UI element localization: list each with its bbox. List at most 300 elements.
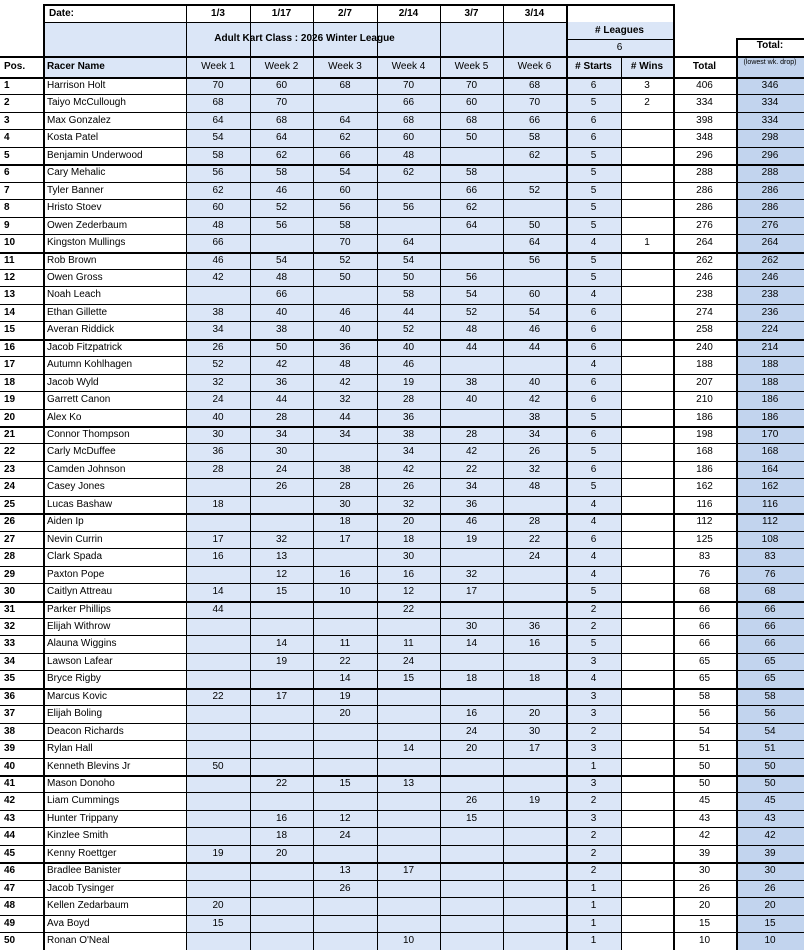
week-header: Week 1 [201,61,235,72]
racer-name: Caitlyn Attreau [47,586,113,598]
racer-total: 162 [696,481,713,493]
racer-name: Carly McDuffee [47,446,116,458]
racer-wins [621,496,673,513]
racer-name: Owen Zederbaum [47,219,128,231]
racer-drop-total: 346 [761,80,779,91]
racer-total: 43 [698,812,711,824]
week-points: 56 [465,271,478,283]
racer-starts: 4 [590,673,597,685]
racer-wins [621,758,673,775]
racer-drop-total: 186 [761,411,779,423]
racer-name: Aiden Ip [47,516,84,528]
week-points [440,845,503,862]
racer-drop-total: 236 [761,306,779,318]
racer-wins [621,321,673,338]
racer-name: Nevin Currin [47,533,103,545]
racer-wins [621,810,673,827]
week-points [313,443,377,460]
week-points [186,723,250,740]
racer-drop-total: 20 [764,900,776,912]
racer-starts: 5 [590,202,597,214]
week-points: 30 [339,498,351,510]
week-points [250,705,313,722]
week-points: 34 [528,429,541,440]
week-points: 52 [212,359,224,371]
week-points: 24 [275,463,288,475]
racer-total: 42 [698,830,711,842]
week-points: 36 [275,376,288,388]
racer-total: 15 [698,917,711,929]
week-points [250,723,313,740]
week-points [440,234,503,251]
racer-total: 51 [698,743,711,755]
week-points: 14 [212,586,224,598]
week-points: 70 [339,237,351,249]
week-points: 62 [212,184,224,196]
racer-position: 12 [4,271,16,283]
week-points: 68 [402,114,415,126]
racer-name: Garrett Canon [47,394,111,406]
racer-wins [621,792,673,809]
racer-drop-total: 58 [764,690,776,702]
week-points [186,653,250,670]
racer-starts: 4 [590,516,597,528]
racer-name: Jacob Wyld [47,376,99,388]
week-points: 22 [212,690,224,702]
week-points: 48 [465,324,478,336]
week-points: 24 [528,551,541,563]
week-points: 50 [528,219,541,231]
racer-starts: 5 [590,481,597,493]
week-points [503,758,566,775]
week-points: 42 [212,271,224,283]
racer-starts: 4 [590,359,597,371]
starts-header: # Starts [575,61,612,72]
racer-starts: 4 [590,289,597,301]
week-points [440,548,503,565]
date-header: 1/3 [211,8,225,19]
racer-total: 186 [696,411,713,423]
racer-position: 47 [4,882,16,894]
week-points [250,862,313,879]
week-points [503,356,566,373]
racer-position: 11 [4,254,15,266]
racer-position: 30 [4,586,16,598]
racer-position: 33 [4,638,16,650]
week-points [503,880,566,897]
week-points: 28 [212,463,224,475]
week-points: 56 [275,219,288,231]
racer-wins [621,688,673,705]
racer-position: 40 [4,760,16,772]
wins-header: # Wins [630,61,664,72]
week-points: 17 [465,586,478,598]
week-points [250,792,313,809]
week-points: 44 [275,394,288,406]
racer-position: 5 [4,149,10,161]
racer-wins [621,147,673,164]
week-points: 44 [465,341,478,353]
racer-position: 25 [4,498,16,510]
week-points: 18 [212,498,224,510]
racer-wins [621,932,673,949]
week-points: 54 [339,167,351,179]
week-points: 36 [339,341,351,353]
week-points: 48 [402,149,415,161]
week-points: 46 [275,184,288,196]
week-points: 26 [339,882,351,894]
week-points [440,932,503,949]
week-points [186,670,250,687]
racer-starts: 6 [590,114,597,126]
week-points: 42 [528,394,541,406]
racer-drop-total: 334 [761,114,779,126]
racer-starts: 5 [590,638,597,650]
week-points [377,897,440,914]
racer-drop-total: 170 [761,429,779,440]
racer-starts: 2 [590,795,597,807]
week-points: 15 [212,917,224,929]
racer-drop-total: 43 [764,812,776,824]
week-points: 68 [465,114,478,126]
racer-total: 56 [698,708,711,720]
week-points: 30 [212,429,224,440]
week-points: 44 [402,306,415,318]
racer-wins [621,252,673,269]
week-points [377,915,440,932]
racer-drop-total: 10 [764,935,776,947]
week-points [250,915,313,932]
week-points: 70 [275,97,288,109]
week-points: 34 [465,481,478,493]
racer-starts: 3 [590,708,597,720]
week-points: 11 [403,638,414,650]
week-points: 34 [402,446,415,458]
week-points [313,758,377,775]
week-points: 50 [212,760,224,772]
date-header: 3/14 [524,8,545,19]
racer-total: 238 [696,289,713,301]
week-points: 15 [275,586,288,598]
week-points: 56 [339,202,351,214]
week-points [503,932,566,949]
racer-drop-total: 76 [764,568,776,580]
racer-total: 264 [696,237,713,249]
racer-total: 348 [696,132,713,144]
racer-total: 112 [696,516,713,528]
date-header: 3/7 [464,8,479,19]
racer-total: 296 [696,149,713,161]
week-points [377,688,440,705]
week-points [503,601,566,618]
racer-drop-total: 298 [761,132,779,144]
week-points: 16 [528,638,541,650]
racer-wins [621,635,673,652]
racer-name: Kenneth Blevins Jr [47,760,131,772]
week-points: 32 [212,376,224,388]
week-points [313,792,377,809]
racer-name: Autumn Kohlhagen [47,359,133,371]
week-points: 70 [528,97,541,109]
week-points: 66 [402,97,415,109]
week-points: 30 [275,446,288,458]
racer-position: 48 [4,900,16,912]
racer-starts: 5 [590,271,597,283]
racer-wins [621,897,673,914]
week-points: 34 [212,324,224,336]
racer-total: 26 [698,882,711,894]
week-points: 19 [402,376,415,388]
week-points: 10 [339,586,351,598]
week-points: 16 [339,568,351,580]
week-header: Week 5 [454,61,489,72]
racer-wins [621,269,673,286]
week-points: 18 [465,673,478,685]
racer-total: 66 [698,603,711,615]
racer-name: Tyler Banner [47,184,104,196]
week-points: 20 [275,847,288,859]
week-points: 68 [212,97,224,109]
racer-starts: 6 [590,324,597,336]
week-points: 28 [275,411,288,423]
week-points: 60 [275,80,288,91]
week-points [377,182,440,199]
week-points: 64 [465,219,478,231]
week-points: 16 [465,708,478,720]
racer-position: 38 [4,725,16,737]
racer-position: 17 [4,359,16,371]
week-points: 22 [402,603,415,615]
racer-starts: 3 [590,812,597,824]
week-points: 13 [339,865,351,877]
racer-name: Kenny Roettger [47,847,117,859]
racer-total: 286 [696,184,713,196]
week-points: 36 [465,498,478,510]
racer-position: 13 [4,289,16,301]
week-points [250,618,313,635]
racer-total: 116 [696,498,713,510]
week-points: 54 [402,254,415,266]
racer-total: 274 [696,306,713,318]
week-header: Week 2 [264,61,299,72]
week-points: 36 [212,446,224,458]
week-points: 44 [339,411,351,423]
week-points: 40 [339,324,351,336]
racer-name: Max Gonzalez [47,114,111,126]
week-points: 58 [275,167,288,179]
week-points [503,199,566,216]
racer-name: Clark Spada [47,551,103,563]
week-points: 60 [465,97,478,109]
week-points [186,705,250,722]
week-points: 40 [528,376,541,388]
racer-starts: 1 [590,917,597,929]
week-points: 19 [212,847,224,859]
week-points: 54 [275,254,288,266]
week-points [440,601,503,618]
racer-total: 186 [696,463,713,475]
week-points [503,810,566,827]
week-points: 62 [275,149,288,161]
racer-total: 65 [698,673,711,685]
racer-starts: 1 [590,882,597,894]
racer-wins [621,705,673,722]
week-points: 64 [212,114,224,126]
week-points [186,635,250,652]
week-points [503,566,566,583]
week-points: 52 [465,306,478,318]
racer-starts: 6 [590,533,597,545]
week-points: 62 [339,132,351,144]
week-points: 38 [402,429,415,440]
racer-wins: 1 [644,237,650,249]
racer-total: 198 [696,429,713,440]
week-points: 34 [339,429,351,440]
week-points: 13 [275,551,288,563]
week-points: 56 [212,167,224,179]
week-points: 64 [339,114,351,126]
week-points [440,897,503,914]
week-points [503,915,566,932]
racer-starts: 2 [590,865,597,877]
racer-total: 76 [698,568,711,580]
racer-starts: 5 [590,167,597,179]
week-points [250,670,313,687]
week-points [503,688,566,705]
week-points: 42 [339,376,351,388]
racer-drop-total: 276 [761,219,779,231]
week-points: 24 [339,830,351,842]
week-points [440,409,503,426]
week-points: 48 [339,359,351,371]
racer-drop-total: 214 [761,341,779,353]
racer-drop-total: 186 [761,394,779,406]
week-points [377,217,440,234]
racer-total: 50 [698,778,711,789]
racer-drop-total: 68 [764,586,776,598]
racer-position: 34 [4,655,16,667]
week-points [313,897,377,914]
week-points [440,356,503,373]
racer-starts: 6 [590,341,597,353]
week-points: 50 [402,271,415,283]
week-points: 24 [212,394,224,406]
racer-position: 43 [4,812,16,824]
racer-drop-total: 65 [764,673,776,685]
week-points [377,810,440,827]
leagues-count: 6 [616,42,623,53]
racer-wins [621,409,673,426]
racer-drop-total: 26 [764,882,776,894]
week-points: 14 [402,743,415,755]
week-points: 24 [402,655,415,667]
week-points [313,740,377,757]
week-points: 14 [465,638,478,650]
week-points [313,915,377,932]
racer-starts: 2 [590,603,597,615]
racer-name: Cary Mehalic [47,167,106,179]
week-points: 38 [212,306,224,318]
week-points: 66 [528,114,541,126]
week-points: 20 [402,516,415,528]
week-points: 19 [465,533,478,545]
racer-drop-total: 264 [761,237,779,249]
racer-total: 262 [696,254,713,266]
racer-position: 8 [4,202,10,214]
week-points: 64 [528,237,541,249]
racer-name: Ava Boyd [47,917,90,929]
racer-total: 30 [698,865,711,877]
week-points [186,286,250,303]
racer-starts: 5 [590,446,597,458]
league-title: Adult Kart Class : 2026 Winter League [214,33,395,44]
racer-starts: 3 [590,743,597,755]
racer-position: 27 [4,533,16,545]
racer-total: 188 [696,359,713,371]
week-points: 58 [339,219,351,231]
racer-name: Hristo Stoev [47,202,102,214]
week-points: 66 [465,184,478,196]
week-points [313,618,377,635]
racer-wins [621,478,673,495]
week-points [440,915,503,932]
racer-position: 26 [4,516,16,528]
racer-position: 37 [4,708,16,720]
racer-position: 4 [4,132,10,144]
week-points [250,932,313,949]
racer-drop-total: 162 [761,481,779,493]
racer-name: Camden Johnson [47,463,126,475]
racer-drop-total: 50 [764,778,776,789]
racer-starts: 6 [590,394,597,406]
racer-total: 288 [696,167,713,179]
racer-drop-total: 39 [764,847,776,859]
week-points: 20 [465,743,478,755]
week-points [377,827,440,844]
racer-total: 45 [698,795,711,807]
racer-starts: 5 [590,254,597,266]
week-points: 19 [528,795,541,807]
racer-total: 10 [698,935,711,947]
week-points [377,845,440,862]
racer-position: 9 [4,219,10,231]
week-points: 28 [339,481,351,493]
racer-starts: 2 [590,620,597,632]
racer-name: Kinzlee Smith [47,830,109,842]
racer-wins [621,723,673,740]
week-points: 22 [528,533,541,545]
racer-starts: 5 [590,411,597,423]
week-points: 60 [212,202,224,214]
racer-starts: 6 [590,306,597,318]
week-points: 22 [339,655,351,667]
week-points [440,880,503,897]
racer-drop-total: 54 [764,725,776,737]
racer-position: 10 [4,237,16,249]
week-points [186,740,250,757]
week-points [440,758,503,775]
leagues-label: # Leagues [595,25,644,36]
week-points: 62 [528,149,541,161]
week-header: Week 4 [391,61,426,72]
week-points [503,269,566,286]
racer-position: 50 [4,935,16,947]
racer-name: Kingston Mullings [47,237,126,249]
week-points: 22 [275,778,288,789]
week-points: 12 [339,812,351,824]
week-points [377,618,440,635]
week-points: 22 [465,463,478,475]
